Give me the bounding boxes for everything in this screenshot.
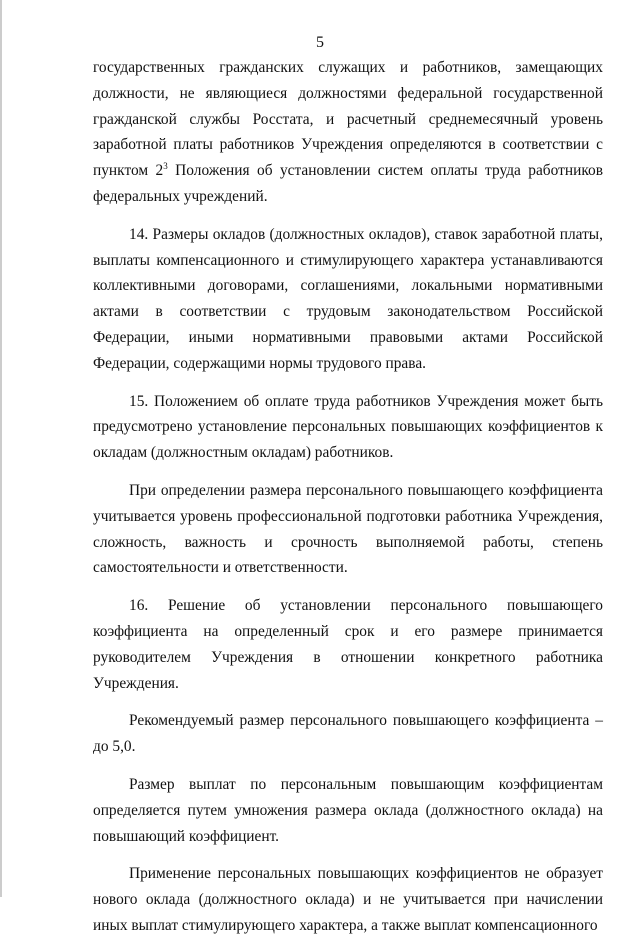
paragraph: Применение персональных повышающих коэффициентов не образует нового оклада (должностного оклада) и не учитывается при начислении иных выплат стимулирующего характера, а также выплат компенсационного [93, 865, 603, 934]
paragraph: Рекомендуемый размер персонального повышающего коэффициента – до 5,0. [93, 712, 603, 756]
paragraph-text: государственных гражданских служащих и работников, замещающих должности, не являющиеся должностями федеральной государственной гражданской службы Росстата, и расчетный среднемесячный уровень заработной платы работников Учреждения определяются в соответствии с пунктом 2 [93, 59, 603, 180]
paragraph-text: Положения об установлении систем оплаты труда работников федеральных учреждений. [93, 162, 603, 205]
paragraph-item-15: 15. Положением об оплате труда работников Учреждения может быть предусмотрено установление персональных повышающих коэффициентов к окладам (должностным окладам) работников. [93, 392, 603, 462]
paragraph-item-16: 16. Решение об установлении персонального повышающего коэффициента на определенный срок и его размере принимается руководителем Учреждения в отношении конкретного работника Учреждения. [93, 597, 603, 692]
paragraph-continuation [93, 55, 603, 210]
paragraph-item-14: 14. Размеры окладов (должностных окладов), ставок заработной платы, выплаты компенсационного и стимулирующего характера устанавливаются коллективными договорами, соглашениями, локальными нормативными актами в соответствии с трудовым законодательством Российской Федерации, иными нормативными правовыми актами Российской Федерации, содержащими нормы трудового права. [93, 225, 603, 372]
superscript: 3 [163, 161, 168, 172]
page-number: 5 [316, 34, 324, 51]
paragraph: При определении размера персонального повышающего коэффициента учитывается уровень профессиональной подготовки работника Учреждения, сложность, важность и срочность выполняемой работы, степень самостоятельности и ответственности. [93, 481, 603, 577]
scan-edge [0, 0, 2, 897]
document-body [93, 55, 603, 951]
paragraph: Размер выплат по персональным повышающим коэффициентам определяется путем умножения размера оклада (должностного оклада) на повышающий коэффициент. [93, 775, 603, 845]
